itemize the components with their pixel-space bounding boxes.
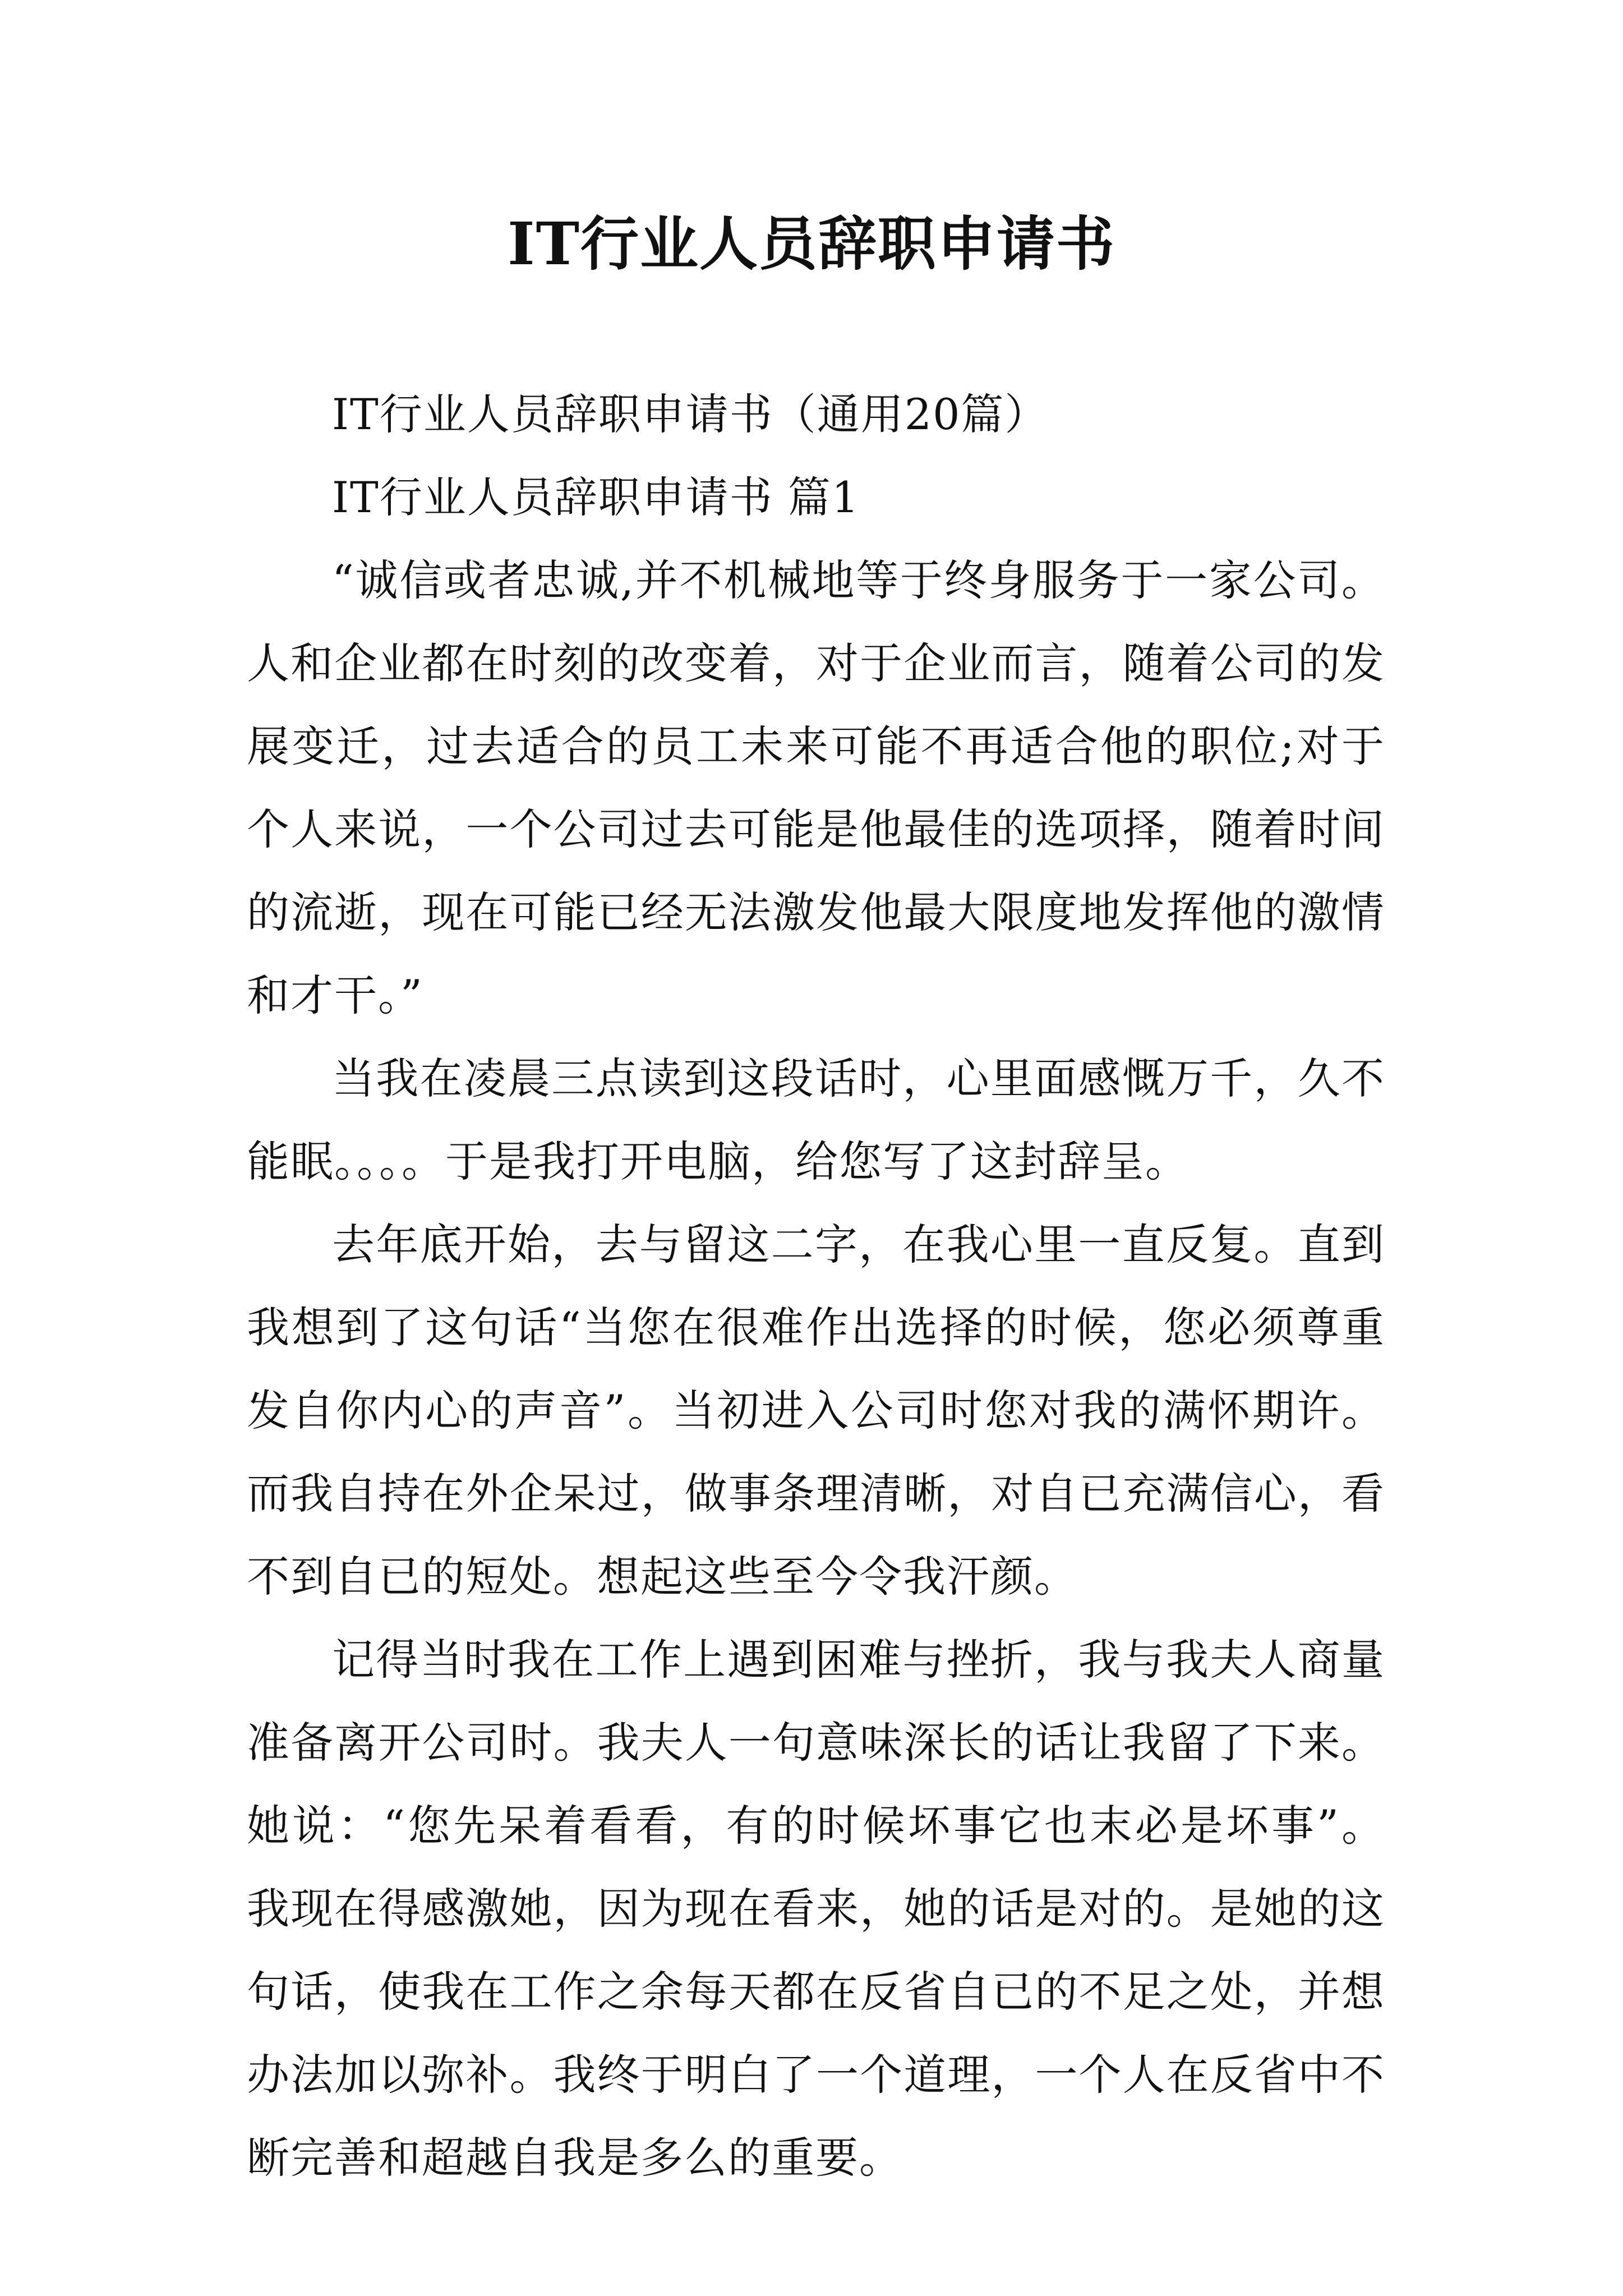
body-paragraph: 记得当时我在工作上遇到困难与挫折，我与我夫人商量准备离开公司时。我夫人一句意味深长的话让我留了下来。她说：“您先呆着看看，有的时候坏事它也末必是坏事”。我现在得感激她，因为现在看来，她的话是对的。是她的这句话，使我在工作之余每天都在反省自已的不足之处，并想办法加以弥补。我终于明白了一个道理，一个人在反省中不断完善和超越自我是多么的重要。 [247,1635,1385,2183]
document-body [247,373,1385,2200]
document-title: IT行业人员辞职申请书 [507,209,1116,278]
section-heading: IT行业人员辞职申请书 篇1 [332,472,860,522]
body-paragraph: 当我在凌晨三点读到这段话时，心里面感慨万千，久不能眠。。。。于是我打开电脑，给您写了这封辞呈。 [247,1053,1385,1186]
body-paragraph: “诚信或者忠诚,并不机械地等于终身服务于一家公司。人和企业都在时刻的改变着，对于企业而言，随着公司的发展变迁，过去适合的员工未来可能不再适合他的职位;对于个人来说，一个公司过去可能是他最佳的选项择，随着时间的流逝，现在可能已经无法激发他最大限度地发挥他的激情和才干。” [247,555,1385,1020]
subtitle-paragraph: IT行业人员辞职申请书（通用20篇） [332,389,1049,439]
body-paragraph: 去年底开始，去与留这二字，在我心里一直反复。直到我想到了这句话“当您在很难作出选择的时候，您必须尊重发自你内心的声音”。当初进入公司时您对我的满怀期许。而我自持在外企呆过，做事条理清晰，对自已充满信心，看不到自已的短处。想起这些至今令我汗颜。 [247,1220,1385,1602]
